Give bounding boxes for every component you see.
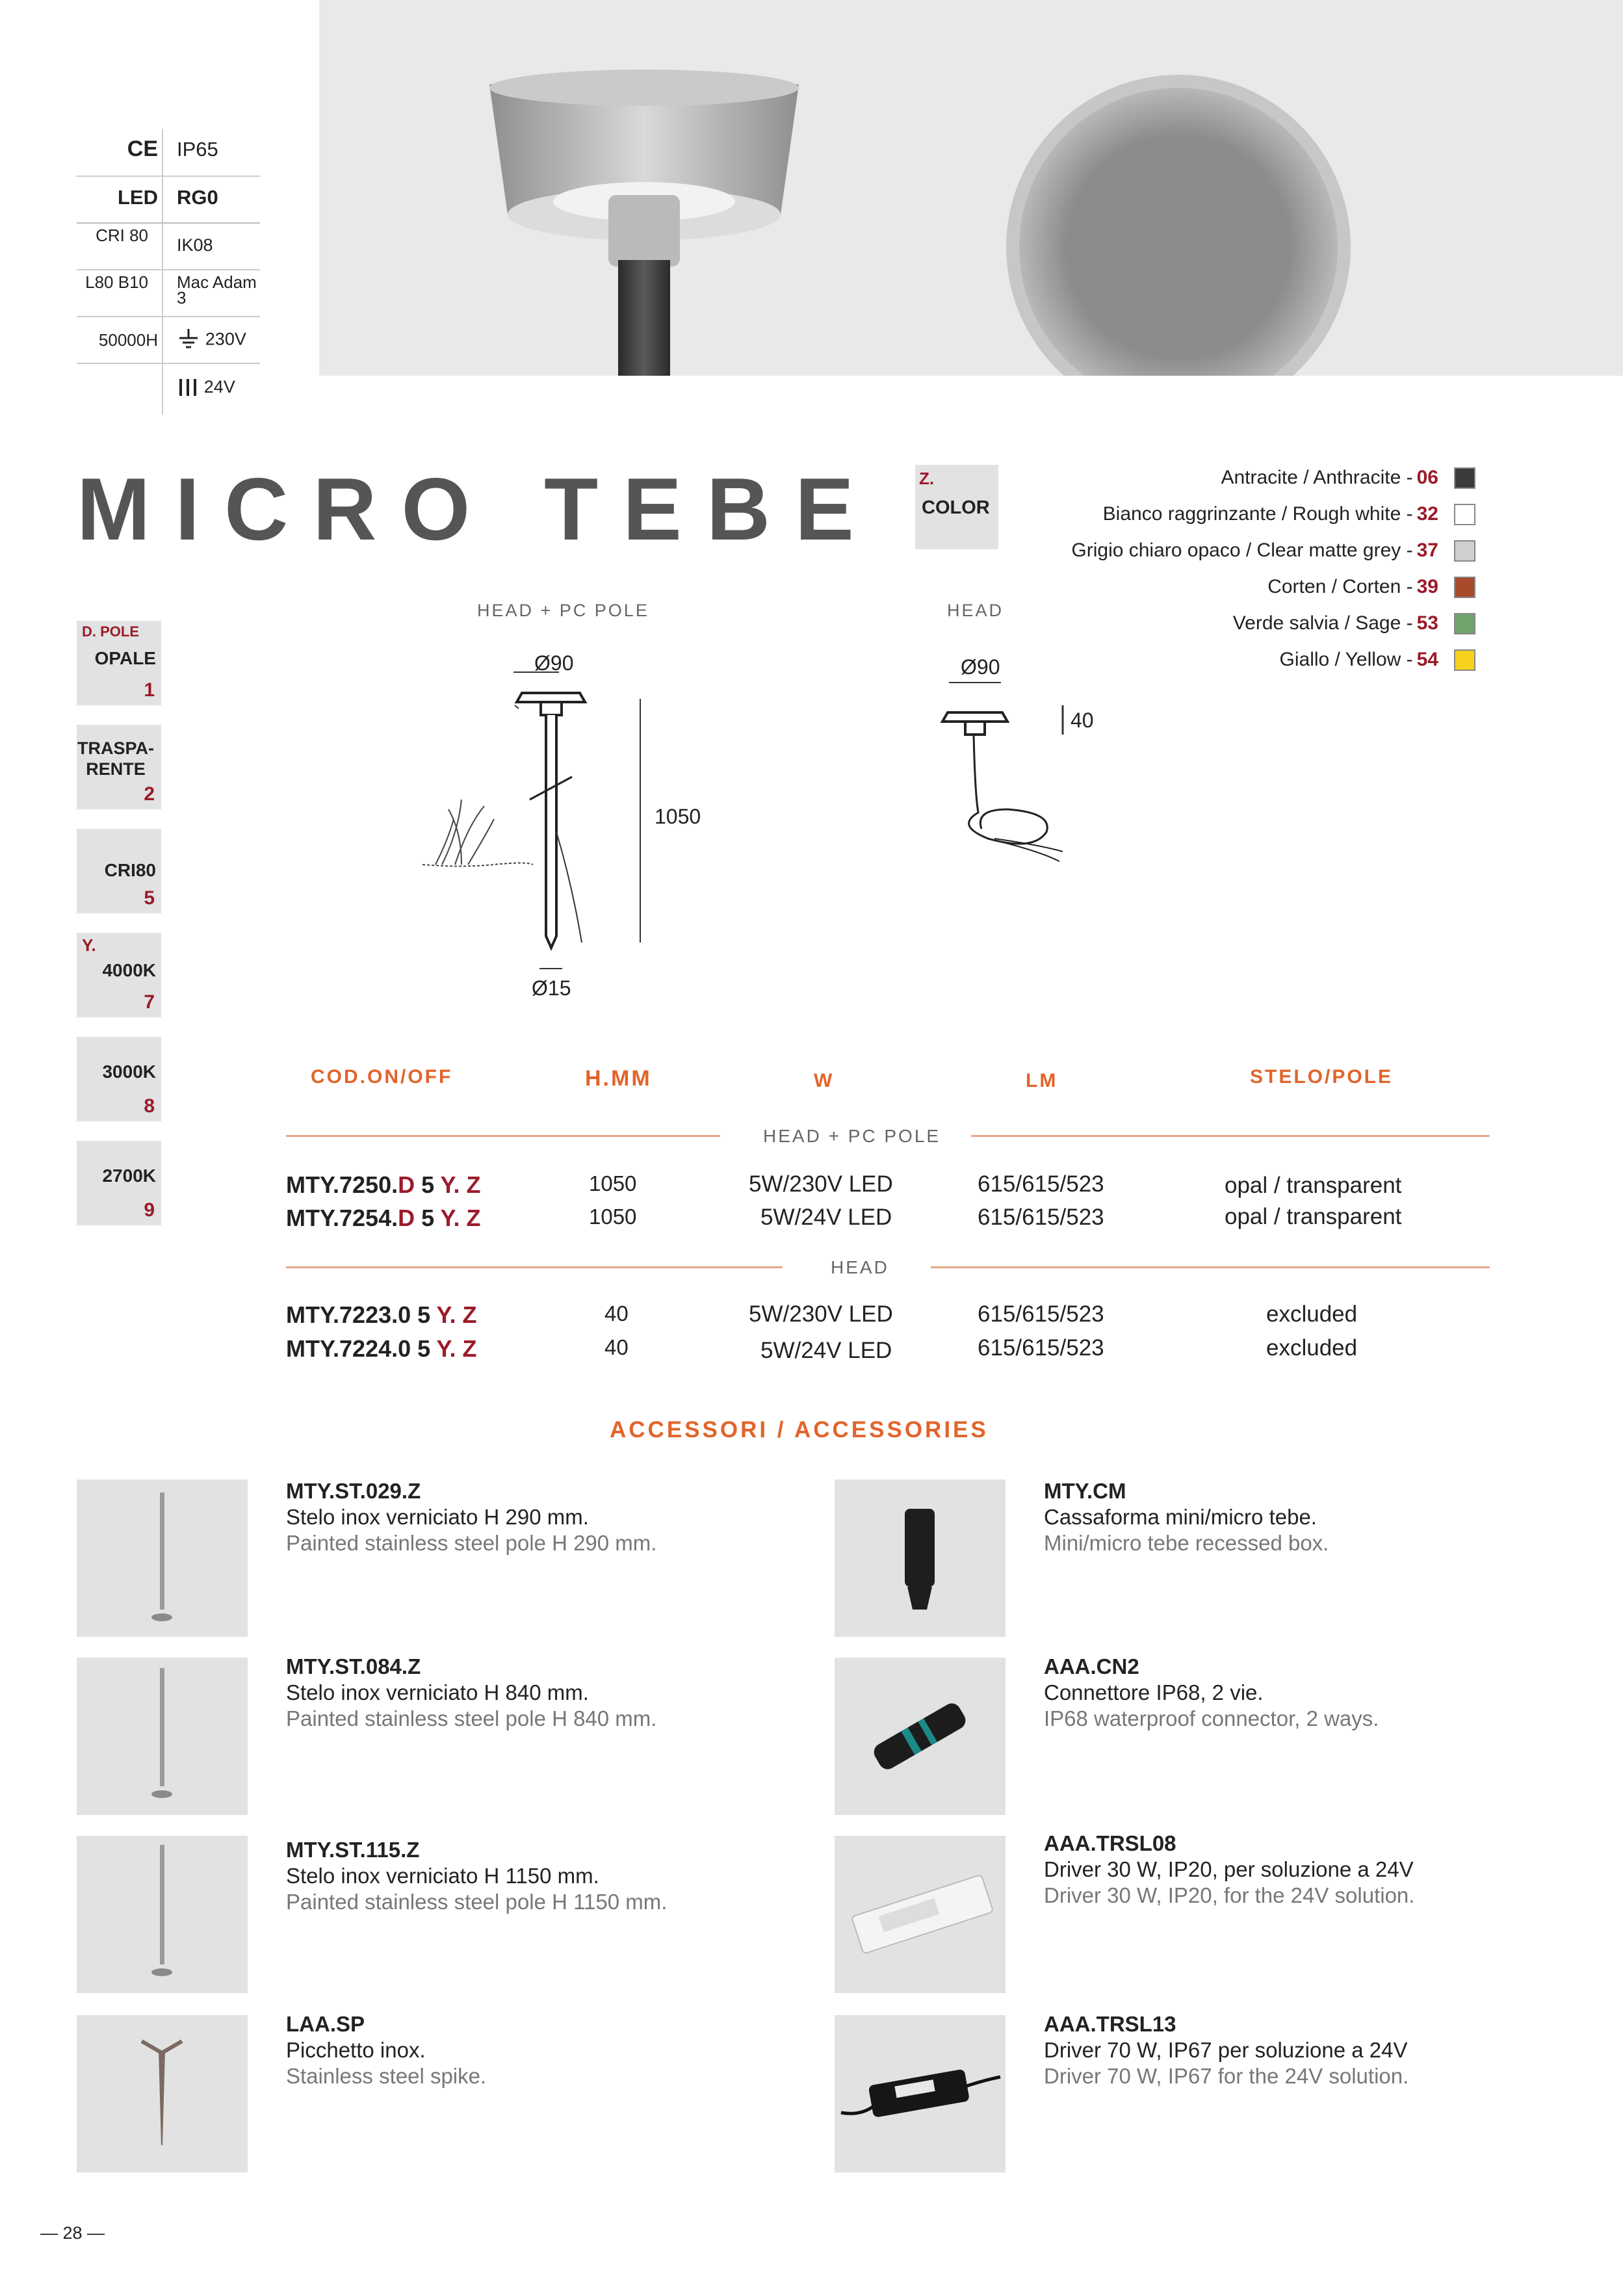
- accessory-desc-it: Stelo inox verniciato H 1150 mm.: [286, 1864, 599, 1888]
- accessory-code: MTY.ST.029.Z: [286, 1479, 421, 1503]
- option-number: 5: [144, 887, 155, 909]
- lifetime-hours: 50000H: [98, 330, 158, 350]
- accessory-desc-en: Painted stainless steel pole H 840 mm.: [286, 1706, 657, 1730]
- color-option: Corten / Corten - 39: [1267, 574, 1475, 600]
- spec-row: [77, 129, 260, 177]
- accessory-image-connector: [835, 1658, 1006, 1815]
- option-label: 4000K: [102, 960, 156, 980]
- table-cell-height: 1050: [589, 1205, 637, 1229]
- col-header-lumen: LM: [1026, 1070, 1058, 1091]
- spec-row: [77, 316, 260, 364]
- color-swatch-anthracite: [1454, 467, 1475, 489]
- option-number: 9: [144, 1199, 155, 1221]
- table-row-code: MTY.7254.D 5 Y. Z: [286, 1205, 481, 1231]
- drawing-pole: [422, 670, 669, 982]
- accessory-desc-en: Driver 30 W, IP20, for the 24V solution.: [1044, 1883, 1415, 1907]
- option-label: TRASPA-RENTE: [77, 738, 154, 779]
- table-row-code: MTY.7223.0 5 Y. Z: [286, 1301, 477, 1328]
- option-tile-3000k: [77, 1037, 161, 1121]
- drawing-label-pole: HEAD + PC POLE: [477, 601, 649, 620]
- option-tag: D. POLE: [82, 623, 140, 640]
- col-header-pole: STELO/POLE: [1250, 1066, 1394, 1088]
- accessory-item: [1044, 1654, 1379, 1732]
- col-header-code: COD.ON/OFF: [311, 1066, 453, 1088]
- accessory-item: [286, 1478, 656, 1556]
- color-option: Giallo / Yellow - 54: [1280, 647, 1475, 673]
- option-label: 2700K: [102, 1166, 156, 1186]
- table-cell-watt: 5W/24V LED: [760, 1205, 892, 1230]
- col-header-watt: W: [814, 1070, 835, 1091]
- accessory-desc-en: Driver 70 W, IP67 for the 24V solution.: [1044, 2064, 1409, 2088]
- section-divider: [931, 1266, 1490, 1268]
- table-cell-pole: excluded: [1266, 1301, 1358, 1327]
- option-tag: Y.: [82, 935, 96, 955]
- accessory-desc-it: Driver 30 W, IP20, per soluzione a 24V: [1044, 1857, 1414, 1881]
- accessory-desc-it: Picchetto inox.: [286, 2038, 426, 2062]
- accessory-desc-it: Connettore IP68, 2 vie.: [1044, 1680, 1264, 1704]
- accessory-desc-it: Cassaforma mini/micro tebe.: [1044, 1505, 1317, 1529]
- option-number: 8: [144, 1095, 155, 1117]
- table-cell-lumen: 615/615/523: [978, 1171, 1104, 1197]
- accessory-desc-it: Stelo inox verniciato H 290 mm.: [286, 1505, 589, 1529]
- voltage-24: 24V: [203, 377, 235, 397]
- table-cell-lumen: 615/615/523: [978, 1301, 1104, 1327]
- table-cell-lumen: 615/615/523: [978, 1205, 1104, 1230]
- table-cell-watt: 5W/24V LED: [760, 1338, 892, 1363]
- ik-rating: IK08: [177, 235, 213, 255]
- color-option: Bianco raggrinzante / Rough white - 32: [1103, 501, 1475, 527]
- option-label: 3000K: [102, 1062, 156, 1082]
- accessory-image-spike: [77, 2015, 248, 2172]
- option-number: 2: [144, 783, 155, 805]
- spec-row: [77, 176, 260, 224]
- accessory-image-pole-1150: [77, 1836, 248, 1993]
- option-tile-opale: [77, 621, 161, 705]
- option-tile-trasparente: [77, 725, 161, 809]
- accessory-item: [286, 1654, 656, 1732]
- table-row-code: MTY.7250.D 5 Y. Z: [286, 1171, 481, 1198]
- accessory-code: MTY.ST.115.Z: [286, 1838, 420, 1862]
- accessory-image-driver-30w: [835, 1836, 1006, 1993]
- dim-total-height: 1050: [655, 805, 701, 828]
- accessory-item: [1044, 1478, 1329, 1556]
- dim-head-diameter: Ø90: [534, 651, 574, 675]
- section-divider: [286, 1135, 720, 1137]
- table-cell-height: 40: [604, 1301, 629, 1325]
- section-label: HEAD + PC POLE: [763, 1126, 941, 1146]
- cri-value: CRI 80: [96, 226, 148, 245]
- accessory-image-driver-70w: [835, 2015, 1006, 2172]
- accessory-item: [286, 2011, 486, 2089]
- product-title: MICRO TEBE: [77, 460, 879, 558]
- accessory-code: AAA.TRSL08: [1044, 1831, 1176, 1855]
- accessory-image-pole-840: [77, 1658, 248, 1815]
- ground-icon: [177, 328, 200, 351]
- spec-row: [77, 222, 260, 270]
- table-cell-pole: excluded: [1266, 1335, 1358, 1361]
- table-cell-pole: opal / transparent: [1225, 1204, 1402, 1229]
- table-row-code: MTY.7224.0 5 Y. Z: [286, 1335, 477, 1362]
- accessory-desc-en: Painted stainless steel pole H 290 mm.: [286, 1531, 657, 1555]
- option-tile-2700k: [77, 1141, 161, 1225]
- option-number: 7: [144, 991, 155, 1013]
- product-photo: [319, 0, 1623, 376]
- option-number: 1: [144, 679, 155, 701]
- accessory-image-pole-290: [77, 1480, 248, 1637]
- accessory-desc-it: Driver 70 W, IP67 per soluzione a 24V: [1044, 2038, 1408, 2062]
- accessories-title: ACCESSORI / ACCESSORIES: [610, 1417, 989, 1442]
- dim-pole-diameter: Ø15: [532, 976, 571, 1000]
- accessory-desc-en: Painted stainless steel pole H 1150 mm.: [286, 1890, 668, 1914]
- color-swatch-white: [1454, 504, 1475, 525]
- color-option: Grigio chiaro opaco / Clear matte grey - 37: [1071, 538, 1475, 564]
- table-cell-height: 1050: [589, 1171, 637, 1195]
- dim-head-height: 40: [1071, 709, 1094, 732]
- accessory-desc-en: IP68 waterproof connector, 2 ways.: [1044, 1706, 1379, 1730]
- table-cell-watt: 5W/230V LED: [749, 1171, 893, 1197]
- dim-head-diameter-2: Ø90: [961, 655, 1000, 679]
- ce-mark-icon: CE: [127, 137, 158, 161]
- color-swatch-sage: [1454, 613, 1475, 634]
- table-cell-lumen: 615/615/523: [978, 1335, 1104, 1361]
- option-label: OPALE: [94, 648, 156, 668]
- drawing-head: [929, 676, 1124, 897]
- color-tag: Z.: [919, 469, 935, 488]
- accessory-code: AAA.CN2: [1044, 1654, 1139, 1678]
- accessory-desc-en: Mini/micro tebe recessed box.: [1044, 1531, 1329, 1555]
- voltage-230: 230V: [205, 329, 246, 349]
- accessory-item: [286, 1837, 667, 1915]
- table-cell-watt: 5W/230V LED: [749, 1301, 893, 1327]
- table-cell-height: 40: [604, 1335, 629, 1359]
- option-label: CRI80: [104, 860, 156, 880]
- section-label: HEAD: [831, 1257, 889, 1277]
- accessory-desc-en: Stainless steel spike.: [286, 2064, 487, 2088]
- section-divider: [286, 1266, 783, 1268]
- accessory-desc-it: Stelo inox verniciato H 840 mm.: [286, 1680, 589, 1704]
- accessory-item: [1044, 2011, 1409, 2089]
- color-option: Verde salvia / Sage - 53: [1233, 610, 1475, 636]
- led-label: LED: [118, 186, 158, 209]
- table-cell-pole: opal / transparent: [1225, 1173, 1402, 1198]
- color-option: Antracite / Anthracite - 06: [1221, 465, 1475, 491]
- col-header-height: H.MM: [585, 1066, 652, 1091]
- ip-rating: IP65: [177, 138, 218, 161]
- accessory-code: LAA.SP: [286, 2012, 365, 2036]
- risk-group: RG0: [177, 186, 218, 209]
- class-iii-icon: [177, 378, 199, 397]
- accessory-code: MTY.CM: [1044, 1479, 1126, 1503]
- option-tile-cri80: [77, 829, 161, 913]
- macadam-value: Mac Adam 3: [177, 272, 257, 307]
- lamp-illustration: [319, 0, 1623, 376]
- accessory-item: [1044, 1831, 1414, 1909]
- drawing-label-head: HEAD: [947, 601, 1004, 620]
- page-number: — 28 —: [40, 2223, 105, 2243]
- color-swatch-grey: [1454, 540, 1475, 562]
- color-swatch-yellow: [1454, 649, 1475, 671]
- section-divider: [971, 1135, 1490, 1137]
- spec-row: [77, 269, 260, 317]
- color-tile: [915, 465, 998, 549]
- lifetime-l80: L80 B10: [85, 272, 148, 292]
- color-label: COLOR: [922, 497, 990, 518]
- accessory-image-recessed-box: [835, 1480, 1006, 1637]
- accessory-code: AAA.TRSL13: [1044, 2012, 1176, 2036]
- option-tile-4000k: [77, 933, 161, 1017]
- accessory-code: MTY.ST.084.Z: [286, 1654, 421, 1678]
- spec-row: [77, 363, 260, 410]
- color-swatch-corten: [1454, 577, 1475, 598]
